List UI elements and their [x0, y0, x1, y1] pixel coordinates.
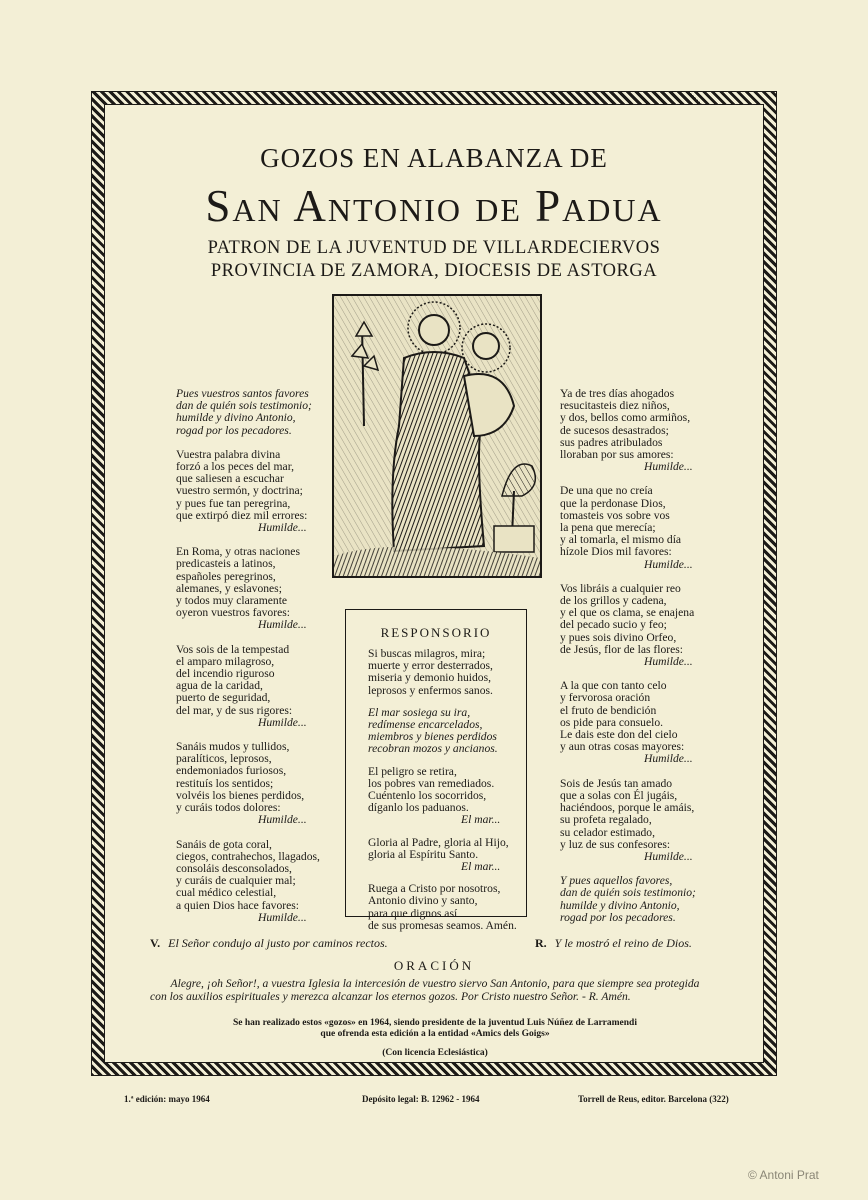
versicle-v-text: El Señor condujo al justo por caminos rectos. — [168, 936, 388, 950]
license-note: (Con licencia Eclesiástica) — [382, 1048, 488, 1058]
stanza-left-5: Sanáis mudos y tullidos, paralíticos, leprosos, endemoniados furiosos, restituís los sentidos; volvéis los bienes perdidos, y curáis todos dolores: Humilde... — [176, 741, 336, 826]
stanza-right-4: A la que con tanto celo y fervorosa oración el fruto de bendición os pide para consuelo. Le dais este don del cielo y aun otras cosas mayores: Humilde... — [560, 680, 710, 765]
refrain-humilde: Humilde... — [644, 849, 693, 863]
edition-note-1: Se han realizado estos «gozos» en 1964, siendo presidente de la juventud Luis Núñez de Larramendi — [233, 1018, 637, 1028]
refrain-humilde: Humilde... — [258, 618, 307, 632]
subtitle-provincia: PROVINCIA DE ZAMORA, DIOCESIS DE ASTORGA — [210, 261, 658, 281]
stanza-left-2: Vuestra palabra divina forzó a los peces del mar, que saliesen a escuchar vuestro sermón, y doctrina; y pues fue tan peregrina, que extirpó diez mil errores: Humilde... — [176, 449, 336, 534]
versicle-r-text: Y le mostró el reino de Dios. — [554, 936, 692, 950]
refrain-el-mar: El mar... — [461, 813, 501, 827]
refrain-humilde: Humilde... — [644, 752, 693, 766]
versicle-v — [150, 936, 388, 951]
stanza-left-6: Sanáis de gota coral, ciegos, contrahechos, llagados, consoláis desconsolados, y curáis de cualquier mal; cual médico celestial, a quien Dios hace favores: Humilde... — [176, 839, 336, 924]
stanza-left-4: Vos sois de la tempestad el amparo milagroso, del incendio riguroso agua de la caridad, puerto de seguridad, del mar, y de sus rigores: Humilde... — [176, 644, 336, 729]
oracion-text — [140, 978, 730, 1003]
saint-woodcut-image — [332, 294, 542, 578]
edition-note-2: que ofrenda esta edición a la entidad «Amics dels Goigs» — [320, 1029, 550, 1039]
stanza-left-1: Pues vuestros santos favores dan de quién sois testimonio; humilde y divino Antonio, rogad por los pecadores. — [176, 387, 312, 437]
stanza-right-5: Sois de Jesús tan amado que a solas con Él jugáis, haciéndoos, porque le amáis, su profeta regalado, su celador estimado, y luz de sus confesores: Humilde... — [560, 778, 710, 863]
saint-title: San Antonio de Padua — [205, 181, 663, 231]
responsorio-stanza-2: El mar sosiega su ira, redímense encarcelados, miembros y bienes perdidos recobran mozos y ancianos. — [368, 705, 498, 756]
responsorio-stanza-5: Ruega a Cristo por nosotros, Antonio divino y santo, para que dignos así de sus promesas seamos. Amén. — [368, 882, 517, 932]
versicle-v-mark: V. — [150, 936, 161, 950]
footer-edition: 1.ª edición: mayo 1964 — [124, 1094, 210, 1104]
right-column — [560, 388, 710, 936]
stanza-right-2: De una que no creía que la perdonase Dios, tomasteis vos sobre vos la pena que merecía; y al tomarla, el mismo día hízole Dios mil favores: Humilde... — [560, 485, 710, 570]
stanza-right-1: Ya de tres días ahogados resucitasteis diez niños, y dos, bellos como armiños, de sucesos desastrados; sus padres atribulados lloraban por sus amores: Humilde... — [560, 388, 710, 473]
refrain-humilde: Humilde... — [258, 910, 307, 924]
title-line: GOZOS EN ALABANZA DE — [260, 143, 608, 173]
stanza-left-3: En Roma, y otras naciones predicasteis a latinos, españoles peregrinos, alemanes, y eslavones; y todos muy claramente oyeron vuestros favores: Humilde... — [176, 546, 336, 631]
footer-deposit: Depósito legal: B. 12962 - 1964 — [362, 1094, 480, 1104]
oracion-title: ORACIÓN — [393, 958, 475, 973]
stanza-right-6: Y pues aquellos favores, dan de quién sois testimonio; humilde y divino Antonio, rogad por los pecadores. — [560, 874, 696, 924]
responsorio-stanza-3: El peligro se retira, los pobres van remediados. Cuéntenlo los socorridos, díganlo los paduanos. El mar... — [368, 766, 528, 827]
refrain-humilde: Humilde... — [258, 521, 307, 535]
oracion-line-2: con los auxilios espirituales y merezca alcanzar los eternos gozos. Por Cristo nuestro Señor. - R. Amén. — [150, 989, 631, 1003]
responsorio-stanza-4: Gloria al Padre, gloria al Hijo, gloria al Espíritu Santo. El mar... — [368, 837, 528, 874]
refrain-el-mar: El mar... — [461, 860, 501, 874]
photo-credit: © Antoni Prat — [748, 1168, 819, 1182]
refrain-humilde: Humilde... — [258, 715, 307, 729]
refrain-humilde: Humilde... — [644, 557, 693, 571]
versicle-r-mark: R. — [535, 936, 547, 950]
subtitle-patron: PATRON DE LA JUVENTUD DE VILLARDECIERVOS — [207, 238, 661, 258]
versicle-r — [535, 936, 692, 951]
refrain-humilde: Humilde... — [644, 460, 693, 474]
footer-publisher: Torrell de Reus, editor. Barcelona (322) — [578, 1094, 729, 1104]
left-column — [176, 388, 336, 924]
stanza-right-3: Vos libráis a cualquier reo de los grillos y cadena, y el que os clama, se enajena del pecado sucio y feo; y pues sois divino Orfeo, de Jesús, flor de las flores: Humilde... — [560, 583, 710, 668]
woodcut-illustration — [334, 296, 540, 576]
responsorio-title: RESPONSORIO — [380, 625, 492, 640]
responsorio-stanza-1: Si buscas milagros, mira; muerte y error desterrados, miseria y demonio huidos, leprosos y enfermos sanos. — [368, 647, 493, 697]
refrain-humilde: Humilde... — [644, 655, 693, 669]
refrain-humilde: Humilde... — [258, 813, 307, 827]
responsorio-text — [368, 648, 528, 942]
oracion-line-1: Alegre, ¡oh Señor!, a vuestra Iglesia la intercesión de vuestro siervo San Antonio, para que siempre sea protegida — [170, 977, 700, 990]
